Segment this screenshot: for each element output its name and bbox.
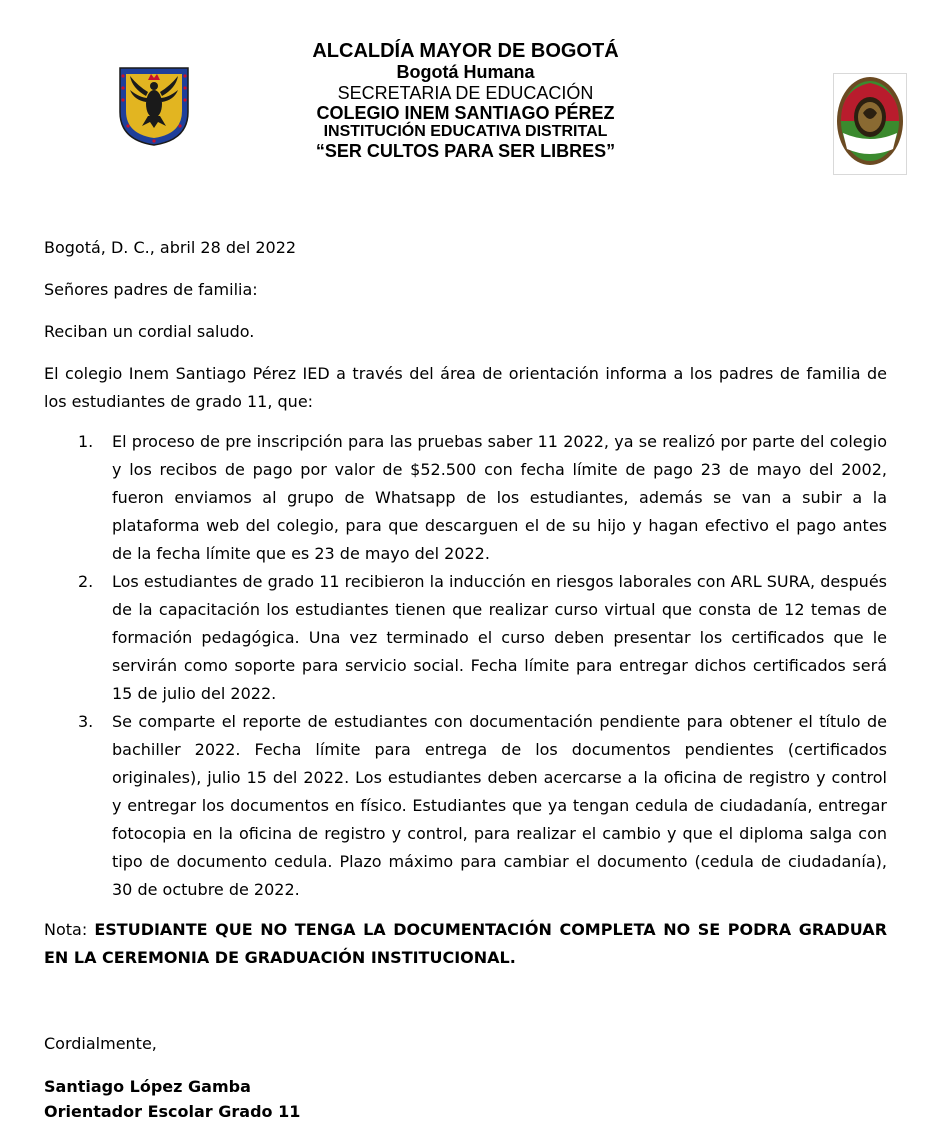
list-item (44, 568, 887, 708)
list-item-text: Se comparte el reporte de estudiantes con documentación pendiente para obtener el título de bachiller 2022. Fecha límite para entrega de los documentos pendientes (certificados originales), julio 15 del 2022. Los estudiantes deben acercarse a la oficina de registro y control y entregar los documentos en físico. Estudiantes que ya tengan cedula de ciudadanía, entregar fotocopia en la oficina de registro y control, para realizar el cambio y que el diploma salga con tipo de documento cedula. Plazo máximo para cambiar el documento (cedula de ciudadanía), 30 de octubre de 2022. (112, 712, 887, 899)
list-number: 2. (78, 572, 94, 591)
header-line-5: INSTITUCIÓN EDUCATIVA DISTRITAL (323, 122, 608, 140)
header-line-2: Bogotá Humana (396, 62, 535, 83)
letter-date: Bogotá, D. C., abril 28 del 2022 (44, 238, 297, 257)
letter-body (44, 234, 887, 972)
list-number: 1. (78, 432, 94, 451)
list-item (44, 708, 887, 904)
header-line-4: COLEGIO INEM SANTIAGO PÉREZ (316, 102, 615, 123)
numbered-list (44, 428, 887, 904)
salutation: Señores padres de familia: (44, 280, 258, 299)
intro-paragraph: El colegio Inem Santiago Pérez IED a través del área de orientación informa a los padres de familia de los estudiantes de grado 11, que: (44, 364, 887, 411)
greeting: Reciban un cordial saludo. (44, 322, 255, 341)
letterhead (200, 40, 731, 161)
signer-title: Orientador Escolar Grado 11 (44, 1102, 301, 1121)
list-item (44, 428, 887, 568)
list-item-text: El proceso de pre inscripción para las pruebas saber 11 2022, ya se realizó por parte del colegio y los recibos de pago por valor de $52.500 con fecha límite de pago 23 de mayo del 2002, fueron enviamos al grupo de Whatsapp de los estudiantes, además se van a subir a la plataforma web del colegio, para que descarguen el de su hijo y hagan efectivo el pago antes de la fecha límite que es 23 de mayo del 2022. (112, 432, 887, 563)
header-line-1: ALCALDÍA MAYOR DE BOGOTÁ (312, 40, 619, 62)
list-item-text: Los estudiantes de grado 11 recibieron la inducción en riesgos laborales con ARL SURA, después de la capacitación los estudiantes tienen que realizar curso virtual que consta de 12 temas de formación pedagógica. Una vez terminado el curso deben presentar los certificados que le servirán como soporte para servicio social. Fecha límite para entregar dichos certificados será 15 de julio del 2022. (112, 572, 887, 703)
school-crest-icon (833, 73, 907, 175)
note-paragraph (44, 916, 887, 972)
closing: Cordialmente, (44, 1034, 157, 1053)
signer-name: Santiago López Gamba (44, 1077, 251, 1096)
bogota-coat-of-arms-icon (118, 66, 190, 146)
list-number: 3. (78, 712, 94, 731)
header-motto: “SER CULTOS PARA SER LIBRES” (315, 140, 616, 161)
note-label: Nota: (44, 920, 95, 939)
header-line-3: SECRETARIA DE EDUCACIÓN (337, 82, 594, 103)
note-text: ESTUDIANTE QUE NO TENGA LA DOCUMENTACIÓN COMPLETA NO SE PODRA GRADUAR EN LA CEREMONIA DE GRADUACIÓN INSTITUCIONAL. (44, 920, 888, 967)
